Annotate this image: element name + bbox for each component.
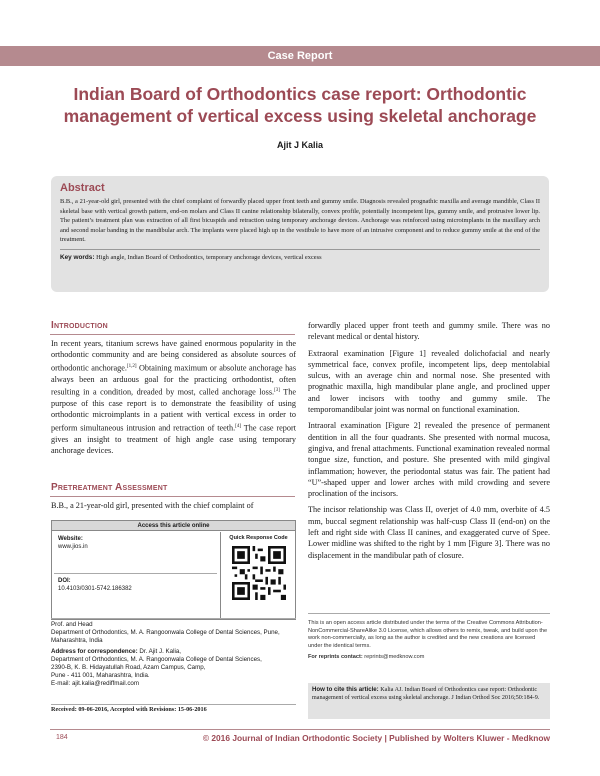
reprints-label: For reprints contact: <box>308 654 363 661</box>
citation-box <box>308 683 550 719</box>
correspondence-label: Address for correspondence: <box>51 648 138 655</box>
history-paragraph: forwardly placed upper front teeth and gummy smile. There was no relevant medical or dental history. <box>308 321 550 342</box>
journal-footer: © 2016 Journal of Indian Orthodontic Society | Published by Wolters Kluwer - Medknow <box>202 733 550 743</box>
category-banner: Case Report <box>0 46 600 66</box>
abstract-divider <box>60 249 540 250</box>
pretreatment-text: B.B., a 21-year-old girl, presented with the chief complaint of <box>51 501 254 510</box>
title-line-2: management of vertical excess using skeletal anchorage <box>63 106 537 126</box>
correspondence-address-3: Pune - 411 001, Maharashtra, India. <box>51 672 150 679</box>
pretreatment-heading: Pretreatment Assessment <box>51 482 168 493</box>
doi-value[interactable]: 10.4103/0301-5742.186382 <box>58 586 132 592</box>
page-number: 184 <box>56 734 68 741</box>
incisor-paragraph: The incisor relationship was Class II, overjet of 4.0 mm, overbite of 4.5 mm, buccal segment relationship was half-cusp Class II (end-on) on the left and right side with Class II canines, and exaggerated curve of Spee. Lower midline was shifted to the right by 1 mm [Figure 3]. There was no displacement in the mandibular path of closure. <box>308 505 550 560</box>
intraoral-paragraph: Intraoral examination [Figure 2] revealed the presence of permanent dentition in all the four quadrants. She presented with normal mucosa, gingiva, and frenal attachments. Functional examination revealed normal tongue size, function, and posture. She presented with mild gingival inflammation; however, the periodontal status was fair. The patient had “U”-shaped upper and lower arches with mild crowding and severe proclination of the incisors. <box>308 421 550 499</box>
website-label: Website: <box>58 536 83 542</box>
intro-text-4: The case report gives an insight to treatment of high angle case using temporary anchorage devices. <box>51 423 296 455</box>
abstract-heading: Abstract <box>60 182 105 194</box>
intro-text-2: Obtaining maximum or absolute anchorage has always been an arduous goal for the practicing orthodontist, often resulting in a condition, dreaded by most, called anchorage loss. <box>51 363 296 397</box>
intro-text-3: The purpose of this case report is to demonstrate the feasibility of using orthodontic microimplants in a patient with vertical excess in order to perform simultaneous intrusion and retraction of teeth. <box>51 387 296 433</box>
qr-label: Quick Response Code <box>229 535 288 541</box>
access-divider <box>54 573 217 574</box>
received-rule <box>51 704 296 705</box>
intro-heading: Introduction <box>51 320 108 331</box>
license-rule <box>308 613 550 614</box>
right-column <box>308 320 550 566</box>
author-name: Ajit J Kalia <box>276 140 323 150</box>
reprints <box>308 654 550 662</box>
citation-text: Kalia AJ. Indian Board of Orthodontics case report: Orthodontic management of vertical excess using skeletal anchorage. J Indian Orthod Soc 2016;50:184-9. <box>312 687 540 701</box>
license-block <box>308 620 550 662</box>
abstract-text: B.B., a 21-year-old girl, presented with the chief complaint of forwardly placed upper front teeth and gummy smile. Diagnosis revealed prognathic maxilla and average mandible, Class II skeletal base with vertical growth pattern, end-on molars and Class II canine relationship bilaterally, convex profile, potentially incompetent lips, gummy smile, and protrusive lower lip. The patient’s treatment plan was extraction of all first bicuspids and retraction using temporary anchorage devices. Anchorage was reinforced using microimplants in the maxillary arch and second molar banding in the mandibular arch. The implants were placed high up in the vestibule to have more of an intrusive component and to reduce gummy smile at the end of the treatment. <box>60 198 540 244</box>
keywords <box>60 253 540 262</box>
received-dates: Received: 09-06-2016, Accepted with Revisions: 15-06-2016 <box>51 706 207 713</box>
correspondence <box>51 648 296 656</box>
license-text: This is an open access article distributed under the terms of the Creative Commons Attribution-NonCommercial-ShareAlike 3.0 License, which allows others to remix, tweak, and build upon the work non-commercially, as long as the author is credited and the new creations are licensed under the identical terms. <box>308 620 548 649</box>
extraoral-paragraph: Extraoral examination [Figure 1] revealed dolichofacial and nearly symmetrical face, convex profile, incompetent lips, deep mentolabial sulcus, with an average chin and normal nose. She presented with prognathic maxilla, high mandibular plane angle, and proclined upper and lower incisors with toothy and gummy smile. The temporomandibular joint was normal on functional examination. <box>308 348 550 415</box>
affiliation-block <box>51 621 296 688</box>
qr-code-icon <box>232 546 286 600</box>
website-link[interactable]: www.jios.in <box>58 544 88 550</box>
intro-paragraph <box>51 338 296 456</box>
access-info <box>58 535 218 551</box>
pretreatment-rule <box>50 496 295 497</box>
author-email[interactable]: E-mail: ajit.kalia@rediffmail.com <box>51 680 140 687</box>
ref-3: [4] <box>235 423 242 429</box>
correspondence-name: Dr. Ajit J. Kalia, <box>139 648 181 655</box>
intro-text-1: In recent years, titanium screws have gained enormous popularity in the orthodontic community and are being considered as absolute sources of orthodontic anchorage. <box>51 339 296 373</box>
keywords-label: Key words: <box>60 253 95 261</box>
footer-rule <box>50 729 550 730</box>
affiliation-rule <box>51 618 296 619</box>
author-department: Department of Orthodontics, M. A. Rangoonwala College of Dental Sciences, Pune, Maharashtra, India <box>51 629 280 644</box>
correspondence-address-2: 2390-B, K. B. Hidayatullah Road, Azam Campus, Camp, <box>51 664 206 671</box>
qr-section <box>220 532 296 620</box>
access-title: Access this article online <box>52 521 295 531</box>
ref-1: [1,2] <box>126 363 137 369</box>
ref-2: [3] <box>274 387 280 393</box>
intro-rule <box>50 334 295 335</box>
article-title <box>50 83 550 127</box>
abstract-box <box>51 176 549 292</box>
keywords-text: High angle, Indian Board of Orthodontics, temporary anchorage devices, vertical excess <box>96 253 322 261</box>
title-line-1: Indian Board of Orthodontics case report: Orthodontic <box>73 84 527 104</box>
author-position: Prof. and Head <box>51 621 93 628</box>
citation-label: How to cite this article: <box>312 686 379 693</box>
reprints-email[interactable]: reprints@medknow.com <box>364 654 425 661</box>
doi-label: DOI: <box>58 578 71 584</box>
correspondence-address-1: Department of Orthodontics, M. A. Rangoonwala College of Dental Sciences, <box>51 656 262 663</box>
access-box <box>51 520 296 620</box>
doi-info <box>58 577 218 593</box>
